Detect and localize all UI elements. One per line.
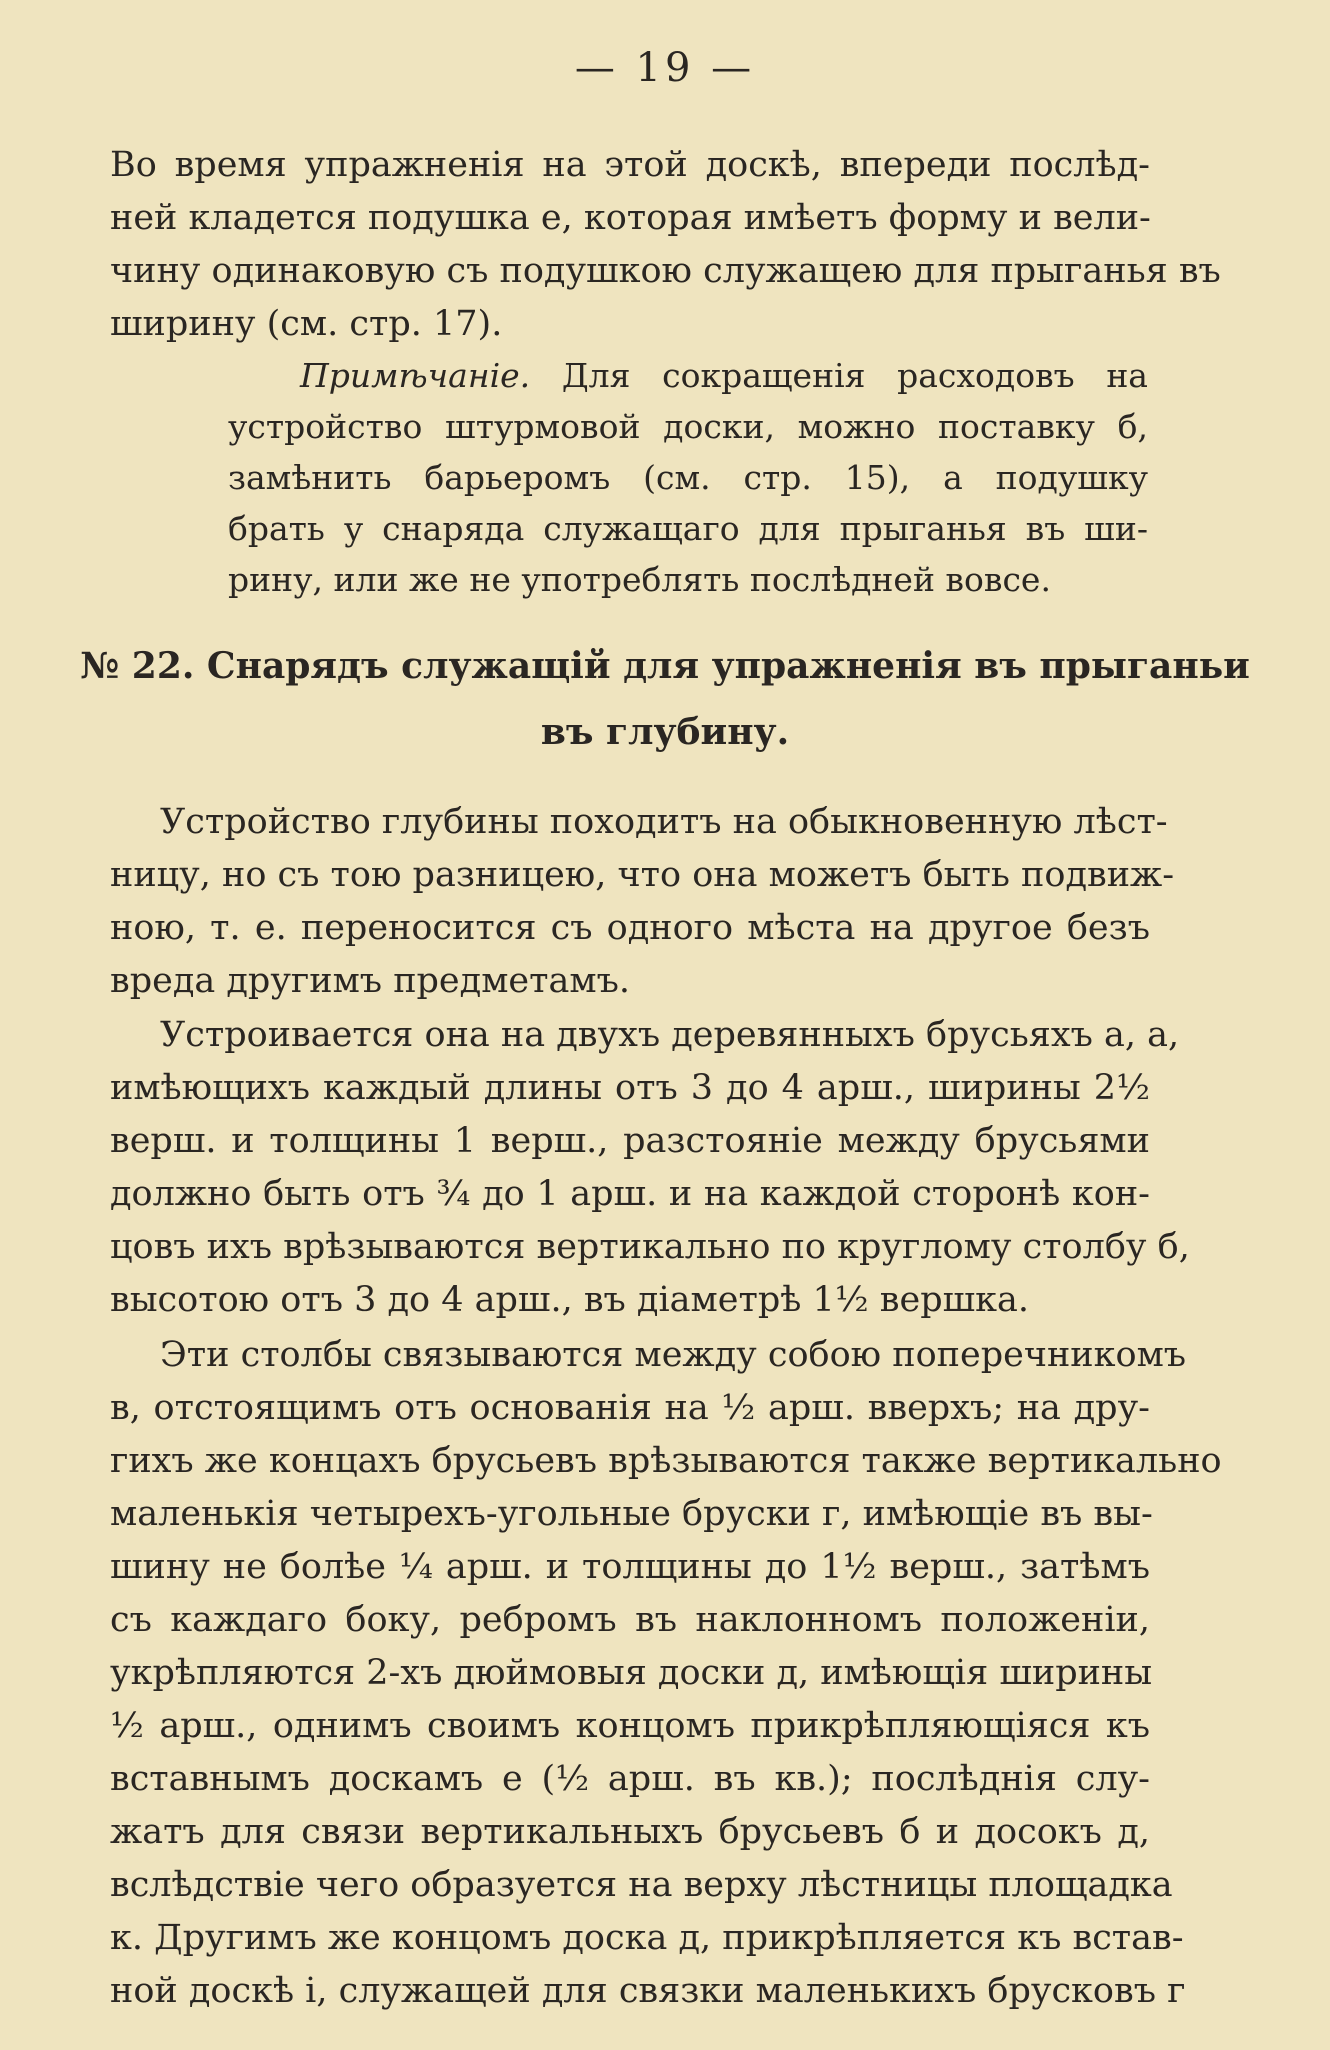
paragraph4-line-7: укрѣпляются 2-хъ дюймовыя доски д, имѣющія ширины	[110, 1653, 1153, 1693]
note-line-3: замѣнить барьеромъ (см. стр. 15), а подушку	[228, 458, 1148, 497]
paragraph2-line-1: Устройство глубины походитъ на обыкновенную лѣст-	[160, 802, 1168, 842]
paragraph3-line-5: цовъ ихъ врѣзываются вертикально по круглому столбу б,	[110, 1227, 1190, 1267]
paragraph4-line-9: вставнымъ доскамъ е (½ арш. въ кв.); послѣднія слу-	[110, 1759, 1150, 1799]
paragraph4-line-10: жатъ для связи вертикальныхъ брусьевъ б и досокъ д,	[110, 1812, 1150, 1852]
note-line-2: устройство штурмовой доски, можно поставку б,	[228, 407, 1148, 446]
note-first-text: Для сокращенія расходовъ на	[561, 356, 1148, 395]
paragraph2-line-3: ною, т. е. переносится съ одного мѣста на другое безъ	[110, 908, 1150, 948]
paragraph4-line-3: гихъ же концахъ брусьевъ врѣзываются также вертикально	[110, 1441, 1222, 1481]
note-line-4: брать у снаряда служащаго для прыганья въ ши-	[228, 509, 1148, 548]
paragraph4-line-8: ½ арш., однимъ своимъ концомъ прикрѣпляющіяся къ	[110, 1706, 1150, 1746]
paragraph1-line-2: ней кладется подушка е, которая имѣетъ форму и вели-	[110, 198, 1151, 238]
note-label: Примѣчаніе.	[300, 356, 531, 395]
paragraph4-line-12: к. Другимъ же концомъ доска д, прикрѣпляется къ встав-	[110, 1918, 1184, 1958]
section-heading-line-2: въ глубину.	[540, 711, 790, 753]
paragraph3-line-3: верш. и толщины 1 верш., разстояніе между брусьями	[110, 1121, 1150, 1161]
paragraph3-line-1: Устроивается она на двухъ деревянныхъ брусьяхъ а, а,	[160, 1015, 1180, 1055]
paragraph4-line-2: в, отстоящимъ отъ основанія на ½ арш. вверхъ; на дру-	[110, 1388, 1150, 1428]
paragraph3-line-6: высотою отъ 3 до 4 арш., въ діаметрѣ 1½ вершка.	[110, 1280, 1030, 1320]
paragraph2-line-2: ницу, но съ тою разницею, что она можетъ быть подвиж-	[110, 855, 1175, 895]
paragraph4-line-1: Эти столбы связываются между собою поперечникомъ	[160, 1335, 1187, 1375]
paragraph2-line-4: вреда другимъ предметамъ.	[110, 961, 630, 1001]
note-line-5: рину, или же не употреблять послѣдней вовсе.	[228, 560, 1051, 599]
paragraph3-line-4: должно быть отъ ¾ до 1 арш. и на каждой сторонѣ кон-	[110, 1174, 1150, 1214]
paragraph4-line-5: шину не болѣе ¼ арш. и толщины до 1½ верш., затѣмъ	[110, 1547, 1150, 1587]
paragraph4-line-11: вслѣдствіе чего образуется на верху лѣстницы площадка	[110, 1865, 1173, 1905]
paragraph1-line-1: Во время упражненія на этой доскѣ, впереди послѣд-	[110, 145, 1150, 185]
paragraph1-line-3: чину одинаковую съ подушкою служащею для прыганья въ	[110, 251, 1221, 291]
section-heading-line-1: № 22. Снарядъ служащій для упражненія въ прыганьи	[80, 645, 1250, 687]
paragraph3-line-2: имѣющихъ каждый длины отъ 3 до 4 арш., ширины 2½	[110, 1068, 1150, 1108]
paragraph4-line-13: ной доскѣ і, служащей для связки маленькихъ брусковъ г	[110, 1971, 1186, 2011]
paragraph4-line-4: маленькія четырехъ-угольные бруски г, имѣющіе въ вы-	[110, 1494, 1153, 1534]
page-number: — 19 —	[574, 45, 756, 91]
paragraph4-line-6: съ каждаго боку, ребромъ въ наклонномъ положеніи,	[110, 1600, 1150, 1640]
note-line-1	[300, 355, 1148, 397]
paragraph1-line-4: ширину (см. стр. 17).	[110, 304, 503, 344]
